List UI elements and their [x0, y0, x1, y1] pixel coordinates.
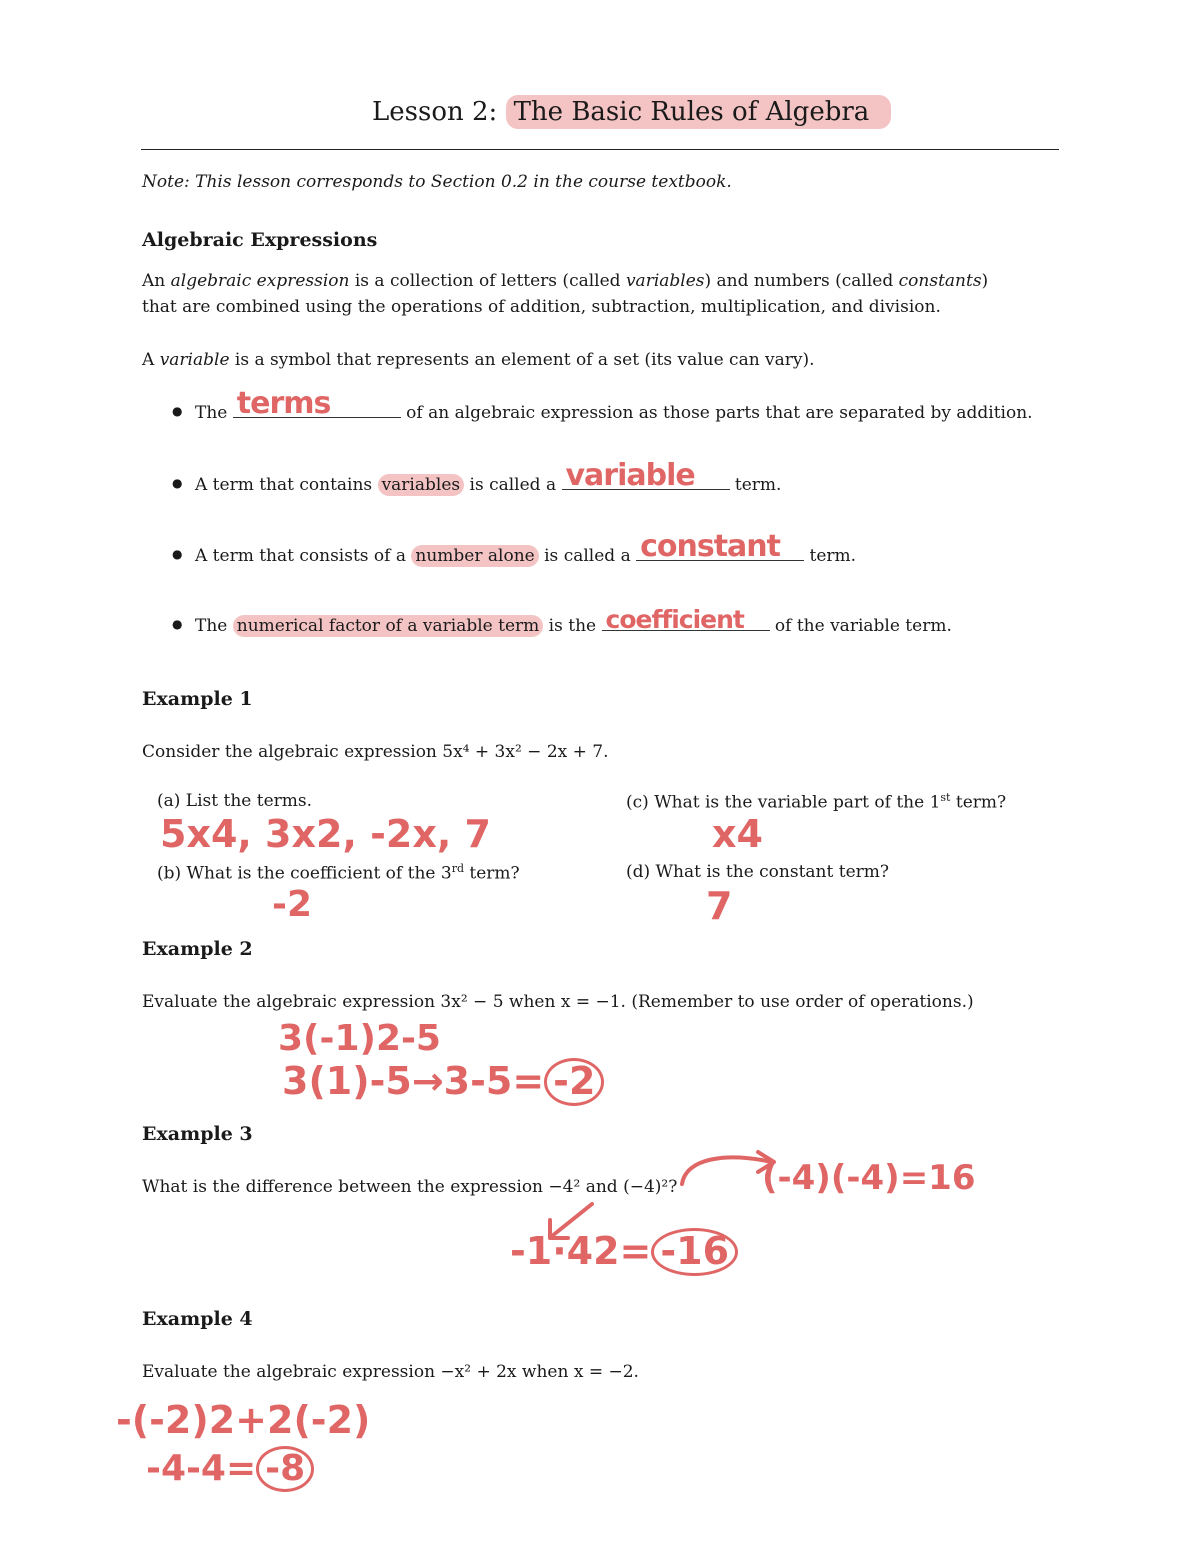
example-2-text: Evaluate the algebraic expression 3x² − 5 when x = −1. (Remember to use order of operations.) [142, 992, 974, 1012]
highlight: numerical factor of a variable term [233, 615, 544, 637]
highlight: variables [378, 474, 465, 496]
bullet-dot: ● [172, 617, 183, 631]
blank-field [636, 529, 804, 564]
definition-paragraph-line2: that are combined using the operations of addition, subtraction, multiplication, and division. [142, 297, 941, 317]
text: The [195, 616, 233, 636]
term-italic: constants [898, 271, 982, 291]
term-italic: variables [625, 271, 705, 291]
answer-d: 7 [706, 884, 733, 928]
blank-field [602, 605, 770, 634]
work-line-1: -(-2)2+2(-2) [116, 1398, 371, 1442]
handwritten-answer: variable [565, 458, 695, 493]
text: A [142, 350, 160, 370]
work-text: -4-4= [146, 1448, 257, 1489]
work-text: 3(1)-5→3-5= [282, 1059, 545, 1103]
text: A term that contains [195, 475, 378, 495]
example-3-heading: Example 3 [142, 1123, 253, 1145]
text: ) and numbers (called [704, 271, 899, 291]
example-4-text: Evaluate the algebraic expression −x² + 2x when x = −2. [142, 1362, 639, 1382]
work-line-2 [282, 1058, 604, 1106]
example-2-heading: Example 2 [142, 938, 253, 960]
title-highlight: The Basic Rules of Algebra [506, 95, 892, 129]
question-c [626, 791, 1006, 813]
text: is a symbol that represents an element of a set (its value can vary). [229, 350, 815, 370]
work-line-2 [146, 1446, 314, 1492]
variable-definition [142, 350, 815, 370]
highlight: number alone [411, 545, 538, 567]
work-right: (-4)(-4)=16 [762, 1158, 976, 1198]
page-title [372, 97, 891, 127]
circled-answer: -16 [651, 1228, 738, 1276]
title-prefix: Lesson 2: [372, 97, 498, 127]
example-1-heading: Example 1 [142, 688, 253, 710]
text: of an algebraic expression as those parts that are separated by addition. [400, 403, 1033, 423]
example-4-heading: Example 4 [142, 1308, 253, 1330]
text: term. [804, 546, 857, 566]
text: of the variable term. [769, 616, 952, 636]
bullet-constant [195, 529, 857, 566]
work-line-1: 3(-1)2-5 [278, 1018, 441, 1059]
text: An [142, 271, 171, 291]
question-a: (a) List the terms. [157, 791, 313, 811]
handwritten-answer: terms [236, 386, 331, 421]
circled-answer: -8 [256, 1446, 314, 1492]
handwritten-answer: constant [640, 529, 780, 564]
answer-c: x4 [712, 812, 763, 856]
text: The [195, 403, 233, 423]
text: term. [729, 475, 782, 495]
term-italic: variable [159, 350, 230, 370]
text: (c) What is the variable part of the 1 [626, 792, 941, 813]
handwritten-answer: coefficient [605, 605, 744, 634]
text: (b) What is the coefficient of the 3 [157, 863, 452, 884]
question-b [157, 862, 520, 884]
text: term? [950, 792, 1007, 813]
text: ) [981, 271, 989, 291]
bullet-dot: ● [172, 547, 183, 561]
text: is the [543, 616, 602, 636]
bullet-terms [195, 386, 1033, 423]
text: term? [464, 863, 520, 884]
superscript: st [940, 791, 951, 804]
question-d: (d) What is the constant term? [626, 862, 889, 882]
bullet-variable [195, 458, 782, 495]
definition-paragraph [142, 271, 988, 291]
text: is called a [464, 475, 562, 495]
bullet-coefficient [195, 605, 952, 636]
text: A term that consists of a [195, 546, 412, 566]
example-3-text: What is the difference between the expression −4² and (−4)²? [142, 1177, 678, 1197]
example-1-intro: Consider the algebraic expression 5x⁴ + 3x² − 2x + 7. [142, 742, 609, 762]
term-italic: algebraic expression [170, 271, 350, 291]
superscript: rd [451, 862, 464, 875]
section-heading: Algebraic Expressions [142, 229, 378, 251]
work-text: -1·42= [510, 1229, 652, 1273]
bullet-dot: ● [172, 404, 183, 418]
circled-answer: -2 [544, 1058, 604, 1106]
blank-field [562, 458, 730, 493]
note: Note: This lesson corresponds to Section 0.2 in the course textbook. [142, 172, 732, 192]
text: is called a [538, 546, 637, 566]
answer-a: 5x4, 3x2, -2x, 7 [160, 812, 491, 856]
text: is a collection of letters (called [349, 271, 626, 291]
bullet-dot: ● [172, 476, 183, 490]
blank-field [233, 386, 401, 421]
title-rule [141, 149, 1059, 150]
work-left [510, 1228, 738, 1276]
answer-b: -2 [272, 884, 312, 925]
